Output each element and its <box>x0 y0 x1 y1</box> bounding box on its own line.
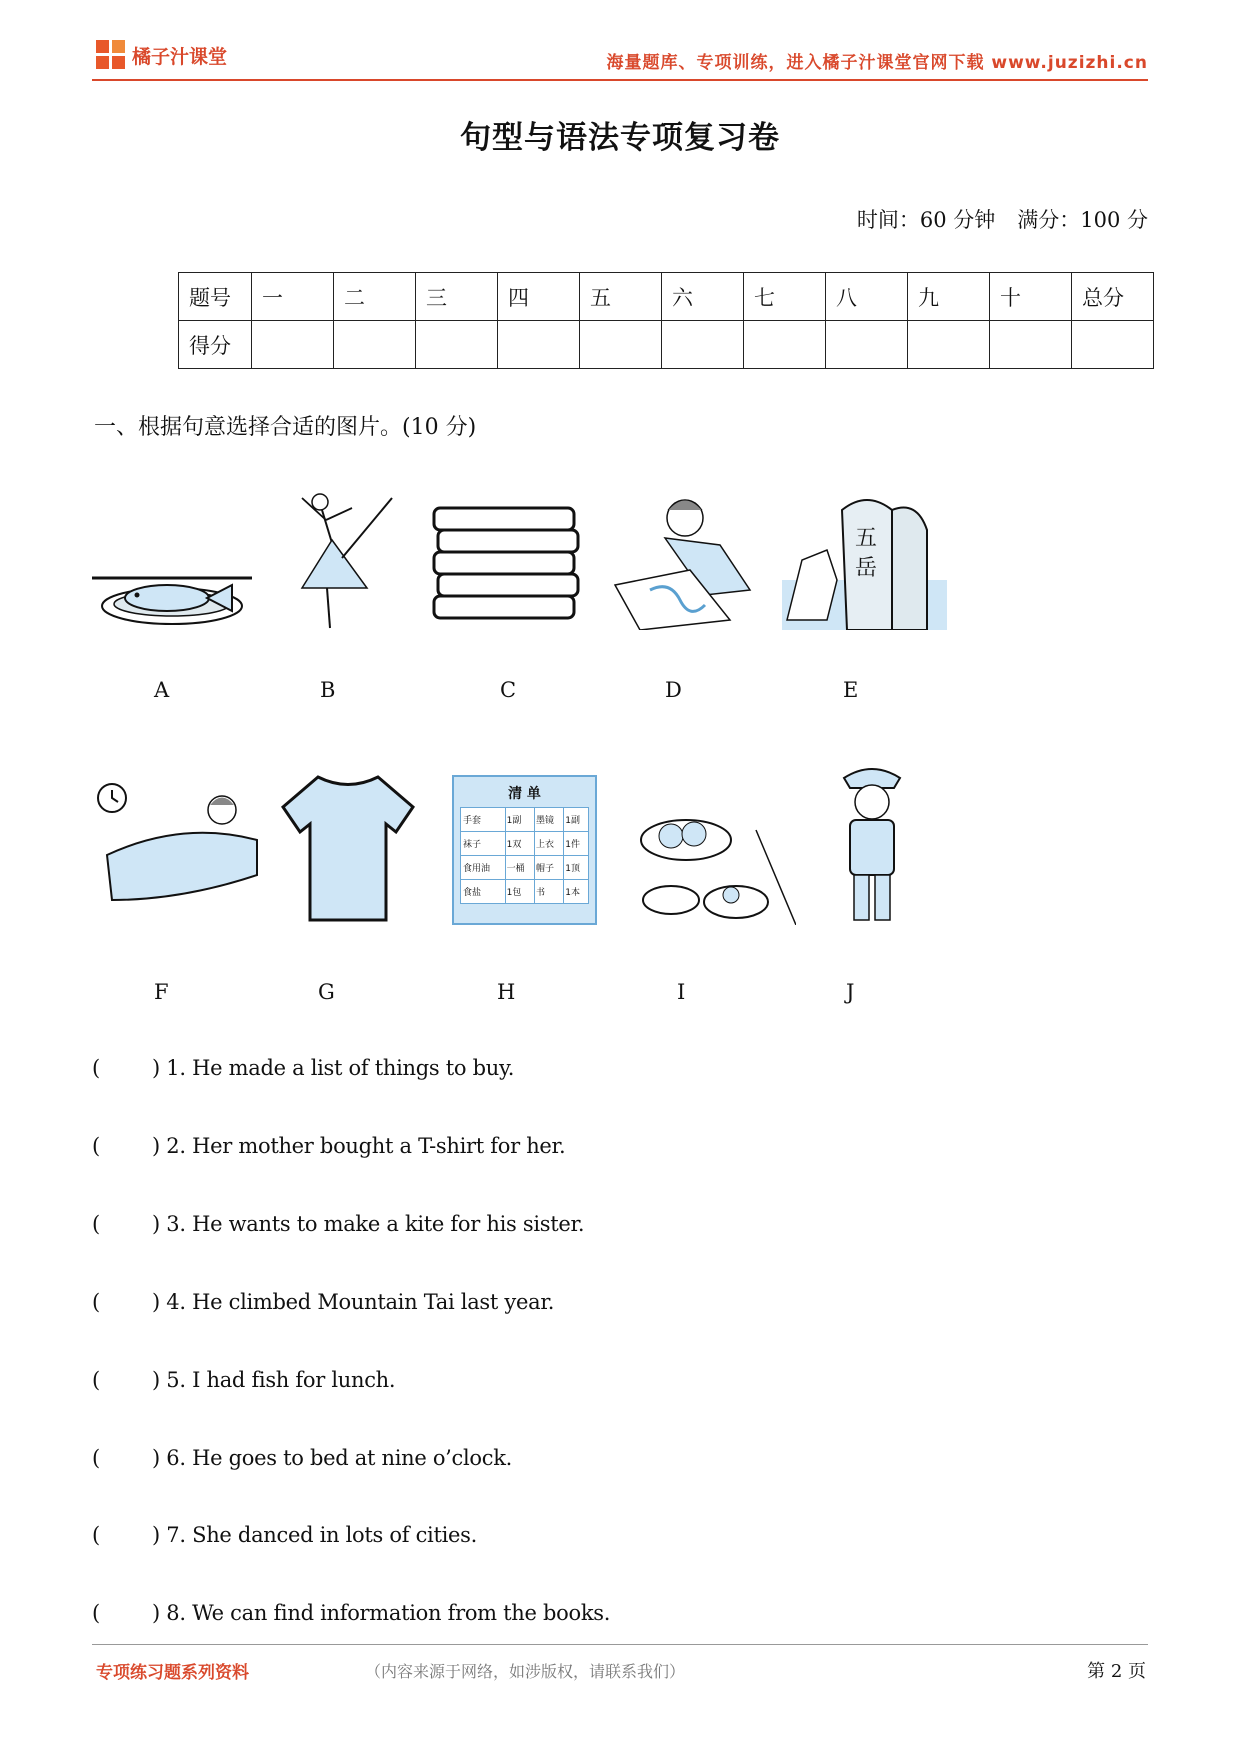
shopping-list-icon <box>452 775 597 925</box>
picture-label: E <box>843 678 859 702</box>
list-cell: 书 <box>534 880 563 904</box>
question-item <box>92 1523 477 1547</box>
answer-blank[interactable]: ( <box>92 1134 100 1158</box>
site-logo <box>96 40 227 70</box>
answer-blank-close: ) <box>152 1368 160 1392</box>
list-cell: 帽子 <box>534 856 563 880</box>
answer-blank[interactable]: ( <box>92 1601 100 1625</box>
score-header-cell: 八 <box>826 273 908 321</box>
score-row-label: 得分 <box>179 321 252 369</box>
score-header-cell: 六 <box>662 273 744 321</box>
score-header-cell: 九 <box>908 273 990 321</box>
list-cell: 1副 <box>564 808 589 832</box>
score-cell[interactable] <box>908 321 990 369</box>
score-cell[interactable] <box>1072 321 1154 369</box>
score-header-cell: 五 <box>580 273 662 321</box>
picture-label: D <box>665 678 682 702</box>
answer-blank-close: ) <box>152 1446 160 1470</box>
svg-text:岳: 岳 <box>854 556 878 581</box>
picture-label: A <box>154 678 170 702</box>
page-title: 句型与语法专项复习卷 <box>460 120 780 156</box>
time-limit: 时间：60 分钟 <box>856 208 996 232</box>
picture-label: G <box>318 980 335 1004</box>
score-cell[interactable] <box>498 321 580 369</box>
score-cell[interactable] <box>580 321 662 369</box>
header-tagline: 海量题库、专项训练，进入橘子汁课堂官网下载 www.juzizhi.cn <box>606 53 1148 73</box>
question-item <box>92 1290 554 1314</box>
score-header-cell: 题号 <box>179 273 252 321</box>
picture-label: I <box>677 980 686 1004</box>
question-text: 2. Her mother bought a T-shirt for her. <box>166 1134 566 1158</box>
logo-text: 橘子汁课堂 <box>132 45 228 68</box>
answer-blank[interactable]: ( <box>92 1523 100 1547</box>
list-cell: 1顶 <box>564 856 589 880</box>
list-cell: 食用油 <box>461 856 506 880</box>
list-cell: 袜子 <box>461 832 506 856</box>
question-item <box>92 1368 395 1392</box>
question-item <box>92 1601 610 1625</box>
list-card-table <box>460 807 589 904</box>
question-text: 3. He wants to make a kite for his sister. <box>166 1212 585 1236</box>
answer-blank-close: ) <box>152 1056 160 1080</box>
question-text: 8. We can find information from the books. <box>166 1601 611 1625</box>
footer-series: 专项练习题系列资料 <box>96 1663 249 1683</box>
answer-blank-close: ) <box>152 1212 160 1236</box>
score-header-cell: 七 <box>744 273 826 321</box>
score-cell[interactable] <box>416 321 498 369</box>
picture-label: J <box>846 980 855 1004</box>
answer-blank[interactable]: ( <box>92 1368 100 1392</box>
list-cell: 1本 <box>564 880 589 904</box>
score-cell[interactable] <box>334 321 416 369</box>
answer-blank[interactable]: ( <box>92 1056 100 1080</box>
question-item <box>92 1056 514 1080</box>
list-cell: 墨镜 <box>534 808 563 832</box>
answer-blank-close: ) <box>152 1601 160 1625</box>
question-item <box>92 1212 584 1236</box>
police-officer-icon <box>832 760 912 925</box>
score-table <box>178 272 1154 369</box>
stack-of-books-icon <box>424 500 589 630</box>
footer-divider <box>92 1644 1148 1645</box>
answer-blank[interactable]: ( <box>92 1446 100 1470</box>
list-cell: 一桶 <box>505 856 534 880</box>
list-card-title: 清 单 <box>508 786 541 802</box>
question-text: 1. He made a list of things to buy. <box>166 1056 515 1080</box>
header-divider <box>92 79 1148 81</box>
score-header-cell: 二 <box>334 273 416 321</box>
score-header-cell: 一 <box>252 273 334 321</box>
fish-on-plate-icon <box>92 560 252 630</box>
score-cell[interactable] <box>990 321 1072 369</box>
score-table-header-row <box>179 273 1154 321</box>
question-text: 5. I had fish for lunch. <box>166 1368 396 1392</box>
answer-blank-close: ) <box>152 1290 160 1314</box>
ballet-dancer-icon <box>282 488 402 633</box>
mount-tai-stone-icon <box>782 490 947 630</box>
picture-label: F <box>154 980 169 1004</box>
answer-blank-close: ) <box>152 1134 160 1158</box>
score-header-cell: 十 <box>990 273 1072 321</box>
picture-label: H <box>497 980 516 1004</box>
list-cell: 1双 <box>505 832 534 856</box>
picture-label: B <box>320 678 336 702</box>
list-cell: 食盐 <box>461 880 506 904</box>
question-item <box>92 1134 565 1158</box>
list-cell: 1包 <box>505 880 534 904</box>
score-cell[interactable] <box>826 321 908 369</box>
question-text: 7. She danced in lots of cities. <box>166 1523 477 1547</box>
answer-blank[interactable]: ( <box>92 1212 100 1236</box>
list-cell: 1件 <box>564 832 589 856</box>
question-item <box>92 1446 512 1470</box>
score-cell[interactable] <box>744 321 826 369</box>
footer-copyright-note: （内容来源于网络，如涉版权，请联系我们） <box>365 1662 686 1681</box>
list-cell: 上衣 <box>534 832 563 856</box>
answer-blank-close: ) <box>152 1523 160 1547</box>
question-text: 4. He climbed Mountain Tai last year. <box>166 1290 555 1314</box>
score-header-cell: 三 <box>416 273 498 321</box>
list-cell: 手套 <box>461 808 506 832</box>
section-heading: 一、根据句意选择合适的图片。(10 分) <box>94 415 477 440</box>
t-shirt-icon <box>278 772 418 922</box>
logo-squares-icon <box>96 40 126 70</box>
score-header-cell: 总分 <box>1072 273 1154 321</box>
svg-text:五: 五 <box>854 526 878 551</box>
child-in-bed-icon <box>92 780 262 910</box>
list-cell: 1副 <box>505 808 534 832</box>
score-cell[interactable] <box>252 321 334 369</box>
picture-label: C <box>500 678 517 702</box>
answer-blank[interactable]: ( <box>92 1290 100 1314</box>
full-score: 满分：100 分 <box>1017 208 1148 232</box>
score-cell[interactable] <box>662 321 744 369</box>
boy-drawing-icon <box>610 490 762 630</box>
question-text: 6. He goes to bed at nine o’clock. <box>166 1446 513 1470</box>
food-dishes-icon <box>636 800 796 925</box>
score-header-cell: 四 <box>498 273 580 321</box>
exam-meta <box>835 204 1148 234</box>
page-number: 第 2 页 <box>1087 1661 1146 1682</box>
score-table-score-row <box>179 321 1154 369</box>
